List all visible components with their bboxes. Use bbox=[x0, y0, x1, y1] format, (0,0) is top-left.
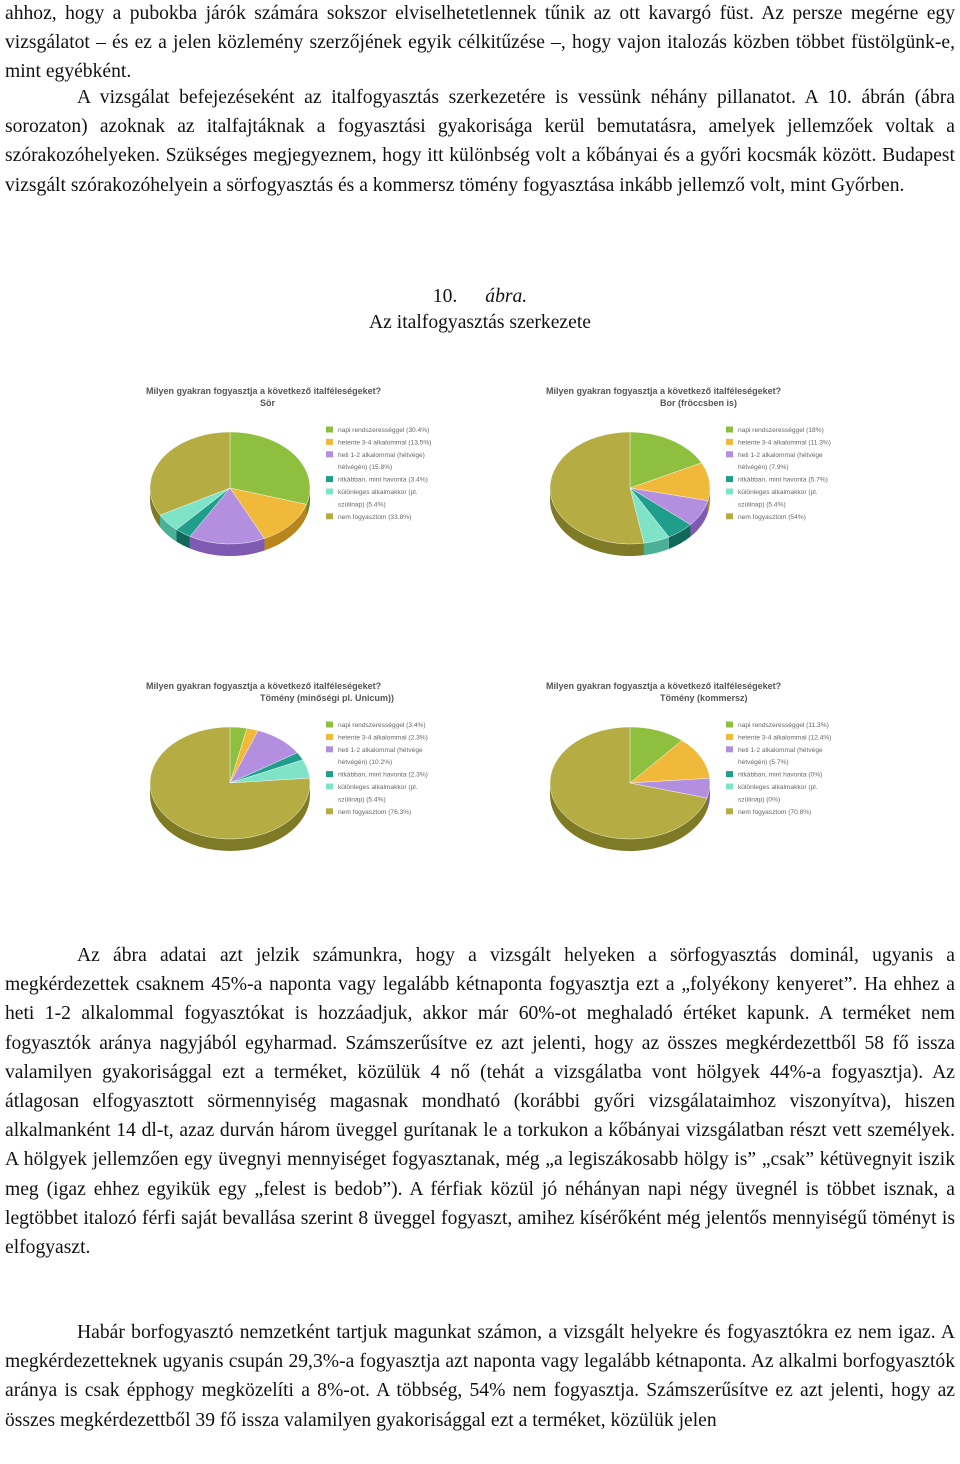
chart-subtitle: Tömény (minőségi pl. Unicum)) bbox=[260, 693, 395, 703]
legend-label: ritkábban, mint havonta (0%) bbox=[738, 771, 823, 779]
legend-label: nem fogyasztom (54%) bbox=[738, 513, 806, 521]
legend-label: napi rendszerességgel (30.4%) bbox=[338, 427, 430, 434]
legend-label: különleges alkalmakkor (pl. bbox=[338, 489, 418, 496]
legend-swatch bbox=[326, 734, 333, 740]
legend-label: hetente 3-4 alkalommal (12.4%) bbox=[738, 734, 832, 742]
legend-label: hétvégén) (7.9%) bbox=[738, 464, 789, 472]
legend-label: hétvégén) (10.2%) bbox=[338, 759, 393, 767]
legend-label: ritkábban, mint havonta (3.4%) bbox=[338, 476, 428, 484]
legend-label: heti 1-2 alkalommal (hétvége) bbox=[338, 451, 425, 459]
legend-label: napi rendszerességgel (11.3%) bbox=[738, 722, 829, 729]
figure-number-label: ábra. bbox=[485, 286, 528, 307]
chart-title: Milyen gyakran fogyasztja a következő italféleségeket? bbox=[546, 681, 782, 691]
legend-label: hétvégén) (15.8%) bbox=[338, 464, 393, 472]
legend-swatch bbox=[326, 439, 333, 445]
legend-swatch bbox=[726, 513, 733, 519]
legend-swatch bbox=[326, 784, 333, 790]
legend-swatch bbox=[726, 451, 733, 457]
legend-label: hetente 3-4 alkalommal (13.5%) bbox=[338, 439, 432, 447]
pie-chart-beer bbox=[140, 380, 560, 590]
legend-swatch bbox=[326, 771, 333, 777]
legend-swatch bbox=[726, 784, 733, 790]
paragraph-intro: ahhoz, hogy a pubokba járók számára sokszor elviselhetetlennek tűnik az ott kavargó füst. Az persze megérne egy vizsgálatot – és ez a jelen közlemény szerzőjének egyik célkitűzése –, hogy vajon italozás közben többet füstölgünk-e, mint egyébként. bbox=[5, 3, 955, 83]
legend-label: szülinap) (5.4%) bbox=[738, 501, 786, 509]
legend-label: napi rendszerességgel (3.4%) bbox=[338, 722, 426, 729]
legend-swatch bbox=[726, 808, 733, 814]
legend-label: heti 1-2 alkalommal (hétvége bbox=[738, 451, 823, 459]
legend-label: napi rendszerességgel (18%) bbox=[738, 427, 824, 434]
legend-swatch bbox=[726, 427, 733, 433]
pie-svg bbox=[540, 675, 960, 885]
legend-label: ritkábban, mint havonta (2.3%) bbox=[338, 771, 428, 779]
pie-chart-commercial-spirits bbox=[540, 675, 960, 885]
legend-swatch bbox=[326, 513, 333, 519]
figure-title: Az italfogyasztás szerkezete bbox=[369, 312, 591, 333]
legend-swatch bbox=[326, 746, 333, 752]
legend-swatch bbox=[726, 439, 733, 445]
legend-label: nem fogyasztom (70.8%) bbox=[738, 808, 812, 816]
legend-label: hétvégén) (5.7%) bbox=[738, 759, 789, 767]
paragraph-wine-analysis: Habár borfogyasztó nemzetként tartjuk magunkat számon, a vizsgált helyekre és fogyasztókra ez nem igaz. A megkérdezetteknek ugyanis csupán 29,3%-a fogyasztja azt naponta vagy legalább kétnaponta. Az alkalmi borfogyasztók aránya is csak épphogy megközelíti a 8%-ot. A többség, 54% nem fogyasztja. Számszerűsítve ez azt jelenti, hogy az összes megkérdezettből 39 fő issza valamilyen gyakorisággal ezt a terméket, közülük jelen bbox=[5, 1322, 955, 1431]
paragraph-structure: A vizsgálat befejezéseként az italfogyasztás szerkezetére is vessünk néhány pillanatot. A 10. ábrán (ábra sorozaton) azoknak az italfajtáknak a fogyasztási gyakorisága kerül bemutatásra, amelyek jellemzőek voltak a szórakozóhelyeken. Szükséges megjegyeznem, hogy itt különbség volt a kőbányai és a győri kocsmák között. Budapest vizsgált szórakozóhelyein a sörfogyasztás és a kommersz tömény fogyasztása inkább jellemző volt, mint Győrben. bbox=[5, 87, 955, 196]
legend-swatch bbox=[326, 427, 333, 433]
legend-swatch bbox=[326, 722, 333, 728]
chart-title: Milyen gyakran fogyasztja a következő italféleségeket? bbox=[146, 681, 382, 691]
chart-subtitle: Bor (fröccsben is) bbox=[660, 398, 738, 408]
legend-label: nem fogyasztom (33.8%) bbox=[338, 513, 412, 521]
chart-subtitle: Sör bbox=[260, 398, 276, 408]
figure-number-value: 10. bbox=[432, 286, 458, 307]
legend-label: hetente 3-4 alkalommal (11.3%) bbox=[738, 439, 831, 447]
legend-label: nem fogyasztom (76.3%) bbox=[338, 808, 412, 816]
pie-svg bbox=[540, 380, 960, 590]
chart-title: Milyen gyakran fogyasztja a következő italféleségeket? bbox=[146, 386, 382, 396]
pie-svg bbox=[140, 380, 560, 590]
legend-swatch bbox=[326, 476, 333, 482]
chart-subtitle: Tömény (kommersz) bbox=[660, 693, 748, 703]
legend-swatch bbox=[726, 489, 733, 495]
legend-swatch bbox=[726, 476, 733, 482]
legend-swatch bbox=[726, 734, 733, 740]
legend-label: különleges alkalmakkor (pl. bbox=[738, 489, 818, 496]
legend-label: ritkábban, mint havonta (5.7%) bbox=[738, 476, 828, 484]
legend-label: különleges alkalmakkor (pl. bbox=[338, 784, 418, 791]
legend-label: szülinap) (5.4%) bbox=[338, 501, 386, 509]
legend-swatch bbox=[326, 489, 333, 495]
pie-chart-wine bbox=[540, 380, 960, 590]
legend-label: hetente 3-4 alkalommal (2.3%) bbox=[338, 734, 428, 742]
legend-label: heti 1-2 alkalommal (hétvége bbox=[738, 746, 823, 754]
paragraph-beer-analysis: Az ábra adatai azt jelzik számunkra, hogy a vizsgált helyeken a sörfogyasztás dominál, ugyanis a megkérdezettek csaknem 45%-a naponta vagy legalább kétnaponta fogyasztja ezt a „folyékony kenyeret”. Ha ehhez a heti 1-2 alkalommal fogyasztókat is hozzáadjuk, akkor már 60%-ot meghaladó értéket kapunk. A terméket nem fogyasztók aránya nagyjából egyharmad. Számszerűsítve ez azt jelenti, hogy az összes megkérdezettből 58 fő issza valamilyen gyakorisággal ezt a terméket, közülük 4 nő (tehát a vizsgálatba vont hölgyek 44%-a fogyasztja). Az átlagosan elfogyasztott sörmennyiség magasnak mondható (korábbi győri vizsgálataimhoz viszonyítva), hiszen alkalmanként 14 dl-t, azaz durván három üveggel gurítanak le a torkukon a kőbányai vizsgálatban részt vett személyek. A hölgyek jellemzően egy üvegnyi mennyiséget fogyasztanak, még „a legiszákosabb hölgy is” „csak” kétüvegnyit iszik meg (igaz ehhez egyikük egy „felest is bedob”). A férfiak közül jó néhányan napi négy üvegnél is többet isznak, a legtöbbet italozó férfi saját bevallása szerint 8 üveggel fogyaszt, amihez kísérőként még jelentős mennyiségű töményt is elfogyaszt. bbox=[5, 945, 955, 1259]
chart-title: Milyen gyakran fogyasztja a következő italféleségeket? bbox=[546, 386, 782, 396]
legend-swatch bbox=[726, 722, 733, 728]
legend-label: különleges alkalmakkor (pl. bbox=[738, 784, 818, 791]
legend-label: heti 1-2 alkalommal (hétvége bbox=[338, 746, 423, 754]
legend-label: szülinap) (5.4%) bbox=[338, 796, 386, 804]
pie-svg bbox=[140, 675, 560, 885]
legend-swatch bbox=[326, 451, 333, 457]
legend-swatch bbox=[726, 746, 733, 752]
figure-number bbox=[0, 283, 960, 311]
legend-swatch bbox=[726, 771, 733, 777]
pie-chart-premium-spirits bbox=[140, 675, 560, 885]
legend-swatch bbox=[326, 808, 333, 814]
legend-label: szülinap) (0%) bbox=[738, 796, 781, 804]
